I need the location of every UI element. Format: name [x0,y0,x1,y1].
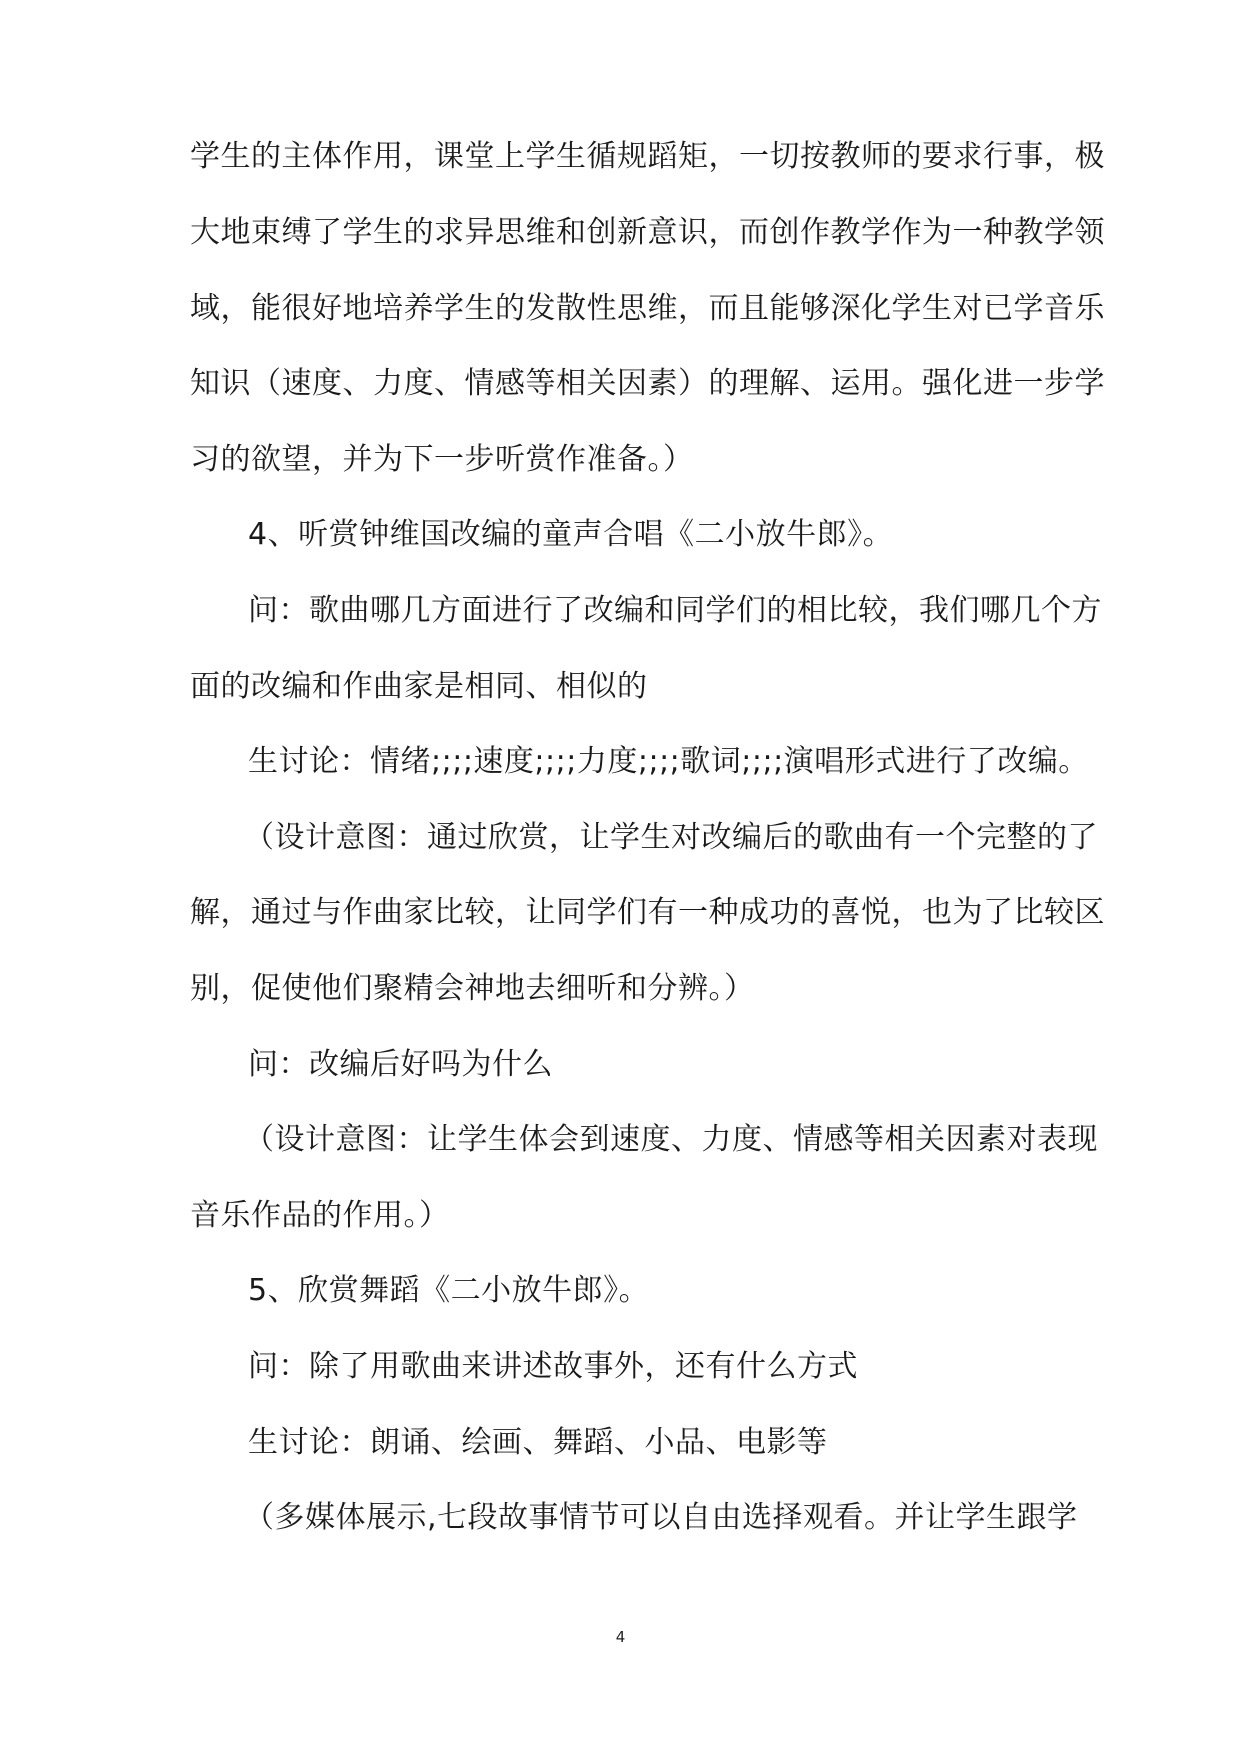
text-line: 域，能很好地培养学生的发散性思维，而且能够深化学生对已学音乐 [190,291,1105,326]
text-line: 知识（速度、力度、情感等相关因素）的理解、运用。强化进一步学 [190,366,1105,401]
text-line: 面的改编和作曲家是相同、相似的 [190,669,648,704]
discussion-text: 生讨论：朗诵、绘画、舞蹈、小品、电影等 [248,1425,828,1460]
text-line: 解，通过与作曲家比较，让同学们有一种成功的喜悦，也为了比较区 [190,895,1105,930]
text-line: （多媒体展示,七段故事情节可以自由选择观看。并让学生跟学 [244,1500,1078,1535]
text-line: 音乐作品的作用。） [190,1198,450,1233]
text-line: 大地束缚了学生的求异思维和创新意识，而创作教学作为一种教学领 [190,215,1105,250]
text-line: 学生的主体作用，课堂上学生循规蹈矩，一切按教师的要求行事，极 [190,139,1105,174]
question-text: 问：除了用歌曲来讲述故事外，还有什么方式 [248,1349,858,1384]
text-line: 习的欲望，并为下一步听赏作准备。） [190,442,694,477]
section-heading: 5、欣赏舞蹈《二小放牛郎》。 [248,1273,650,1308]
question-text: 问：改编后好吗为什么 [248,1047,553,1082]
section-heading: 4、听赏钟维国改编的童声合唱《二小放牛郎》。 [248,517,894,552]
design-intent-text: （设计意图：让学生体会到速度、力度、情感等相关因素对表现 [244,1122,1098,1157]
discussion-text: 生讨论：情绪;;;;速度;;;;力度;;;;歌词;;;;演唱形式进行了改编。 [248,744,1089,779]
text-line: 别，促使他们聚精会神地去细听和分辨。） [190,971,755,1006]
page-number: 4 [615,1628,626,1646]
question-text: 问：歌曲哪几方面进行了改编和同学们的相比较，我们哪几个方 [248,593,1102,628]
design-intent-text: （设计意图：通过欣赏，让学生对改编后的歌曲有一个完整的了 [244,820,1098,855]
